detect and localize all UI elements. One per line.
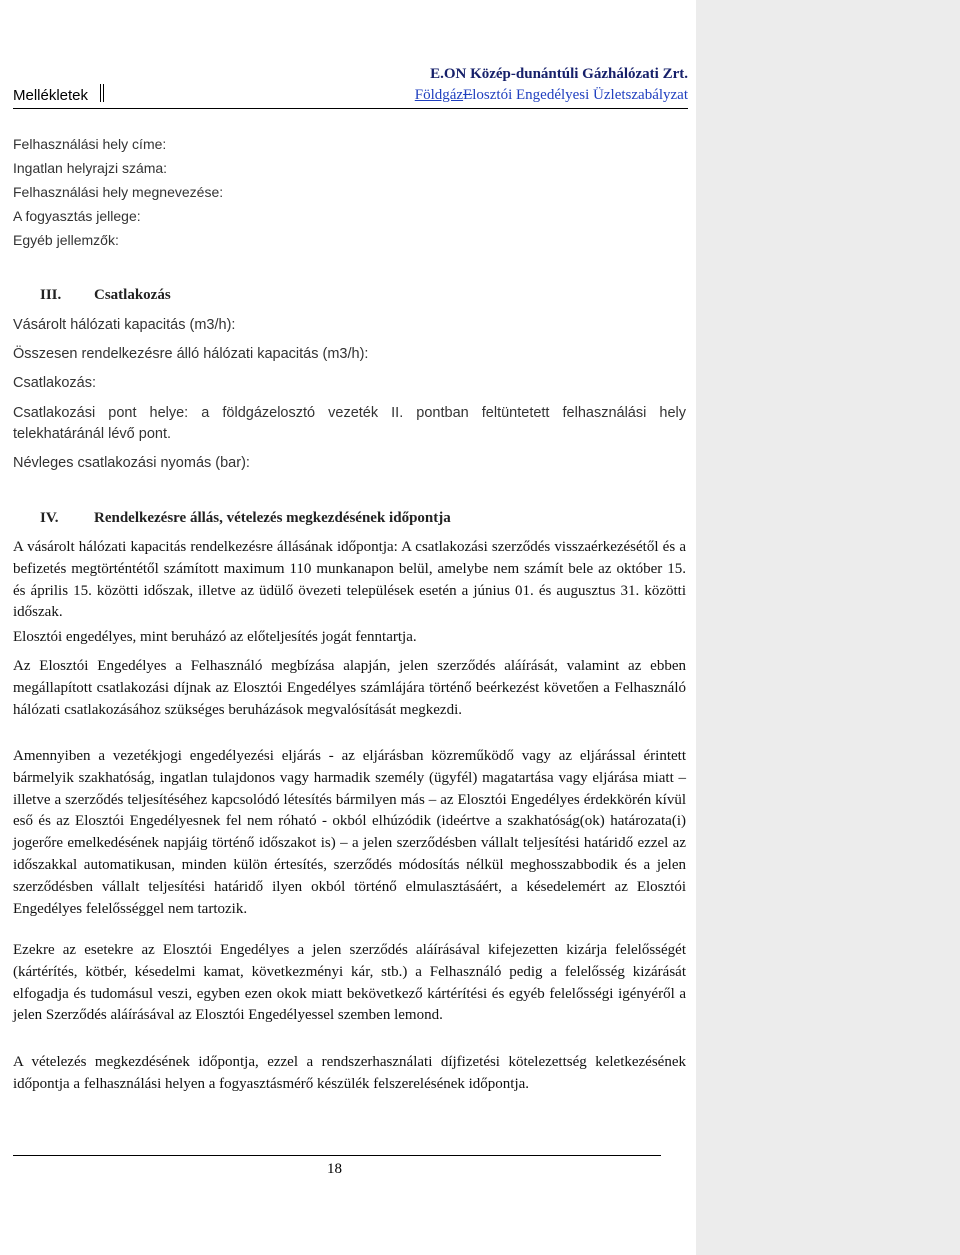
section-4-number: IV. — [40, 510, 59, 526]
comment-pane — [696, 0, 960, 1255]
tracked-insertion: Földgáz — [414, 87, 464, 103]
header-divider-mark — [100, 84, 104, 102]
header-rule — [13, 108, 688, 109]
connection-point-text: Csatlakozási pont helye: a földgázelosztó vezeték II. pontban feltüntetett felhasználási hely telekhatáránál lévő pont. — [13, 405, 686, 442]
header-subtitle-rest: losztói Engedélyesi Üzletszabályzat — [472, 87, 688, 103]
paragraph: Az Elosztói Engedélyes a Felhasználó megbízása alapján, jelen szerződés aláírását, valamint az ebben megállapított csatlakozási díjnak az Elosztói Engedélyes számlájára történő beérkezést követően a Felhasználó hálózati csatlakozásához szükséges beruházások megvalósítását megkezdi. — [13, 658, 686, 718]
header-subtitle — [415, 87, 688, 104]
field-label: Felhasználási hely megnevezése: — [13, 184, 224, 200]
paragraph: Ezekre az esetekre az Elosztói Engedélyes a jelen szerződés aláírásával kifejezetten kizárja felelősségét (kártérítés, kötbér, késedelmi kamat, következményi kár, stb.) a Felhasználó pedig a felelősség kizárását elfogadja és tudomásul veszi, egyben ezen okok miatt bekövetkező kártérítési és egyéb felelősségi igényéről a jelen Szerződés aláírásával az Elosztói Engedélyessel szemben lemond. — [13, 942, 686, 1024]
footer-rule — [13, 1155, 661, 1156]
section-4-title: Rendelkezésre állás, vételezés megkezdésének időpontja — [94, 510, 451, 526]
field-label: Egyéb jellemzők: — [13, 232, 119, 248]
section-3-title: Csatlakozás — [94, 287, 171, 303]
field-label: Ingatlan helyrajzi száma: — [13, 160, 168, 176]
nominal-pressure-line: Névleges csatlakozási nyomás (bar): — [13, 455, 250, 471]
header-left-title: Mellékletek — [13, 87, 89, 104]
paragraph: Amennyiben a vezetékjogi engedélyezési eljárás - az eljárásban közreműködő vagy az eljárással érintett bármelyik szakhatóság, ingatlan tulajdonos vagy harmadik személy (ügyfél) magatartása vagy eljárása miatt – illetve a szerződés teljesítéséhez kapcsolódó létesítés bármilyen más – az Elosztói Engedélyes érdekkörén kívül eső és az Elosztói Engedélyesnek fel nem róható - okból elhúzódik (ideértve a szakhatóság(ok) határozata(i) jogerőre emelkedésének napjáig történő időszakot is) – a jelen szerződésben vállalt teljesítési határidő ezzel az időszakkal automatikusan, minden külön értesítés, szerződés módosítás nélkül meghosszabbodik és a jelen szerződésben vállalt teljesítési határidő ilyen okból történő elmulasztásáért, a késedelemért az Elosztói Engedélyes felelősséggel nem tartozik. — [13, 748, 686, 917]
section-3-line: Vásárolt hálózati kapacitás (m3/h): — [13, 317, 236, 333]
paragraph: A vásárolt hálózati kapacitás rendelkezésre állásának időpontja: A csatlakozási szerződés visszaérkezésétől és a befizetés megtörténtétől számított maximum 110 munkanapon belül, amelybe nem számít bele az október 15. és április 15. közötti időszak, illetve az üdülő övezeti települések esetén a június 01. és augusztus 31. közötti időszak. — [13, 539, 686, 621]
section-3-line: Csatlakozás: — [13, 375, 97, 391]
tracked-deletion: E — [463, 87, 473, 103]
paragraph: A vételezés megkezdésének időpontja, ezzel a rendszerhasználati díjfizetési kötelezettség keletkezésének időpontja a felhasználási helyen a fogyasztásmérő készülék felszerelésének időpontja. — [13, 1054, 686, 1092]
section-3-number: III. — [40, 287, 62, 303]
section-3-line: Összesen rendelkezésre álló hálózati kapacitás (m3/h): — [13, 346, 369, 362]
field-label: A fogyasztás jellege: — [13, 208, 141, 224]
page-number: 18 — [327, 1161, 342, 1177]
paragraph: Elosztói engedélyes, mint beruházó az előteljesítés jogát fenntartja. — [13, 629, 417, 645]
header-company: E.ON Közép-dunántúli Gázhálózati Zrt. — [430, 66, 688, 82]
field-label: Felhasználási hely címe: — [13, 136, 167, 152]
